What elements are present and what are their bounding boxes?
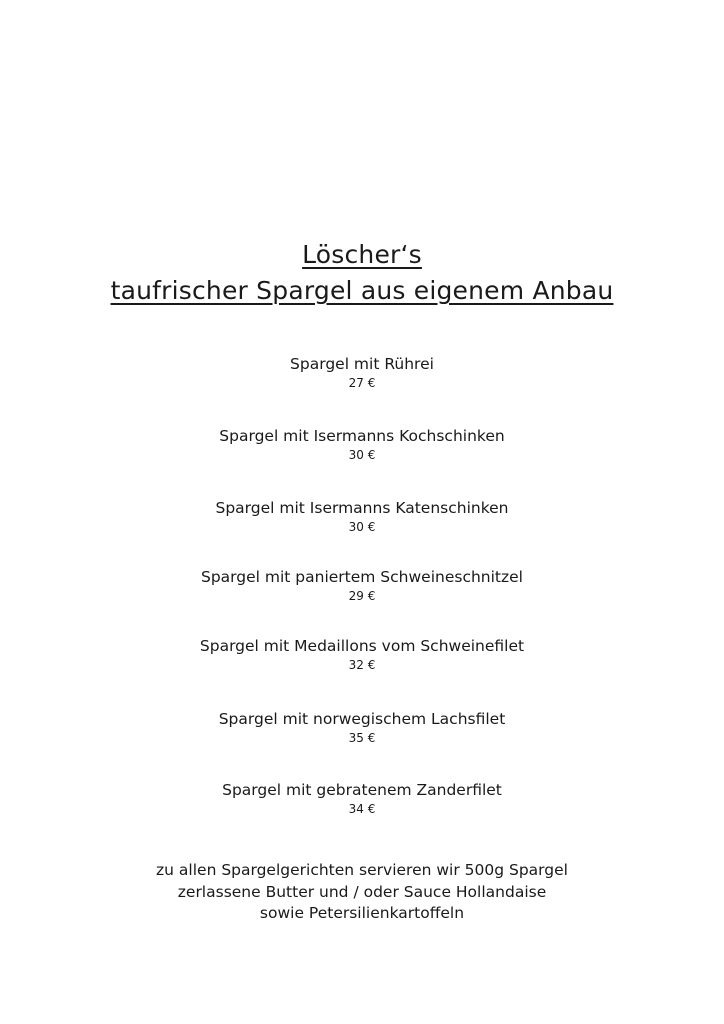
menu-subtitle (0, 276, 724, 306)
dish-item (0, 354, 724, 391)
menu-title (0, 240, 724, 270)
dish-item (0, 498, 724, 535)
dish-item (0, 636, 724, 673)
menu-title-text: Löscher‘s (302, 240, 422, 269)
dish-price: 34 € (348, 802, 376, 816)
note-line: sowie Petersilienkartoffeln (259, 904, 465, 922)
dish-name: Spargel mit paniertem Schweineschnitzel (201, 568, 523, 586)
dish-price: 30 € (348, 448, 376, 462)
side-dishes-note (0, 860, 724, 925)
note-line: zu allen Spargelgerichten servieren wir 500g Spargel (156, 861, 568, 879)
dish-item (0, 780, 724, 817)
dish-item (0, 709, 724, 746)
dish-price: 27 € (348, 376, 376, 390)
menu-subtitle-text: taufrischer Spargel aus eigenem Anbau (110, 276, 614, 305)
dish-name: Spargel mit gebratenem Zanderfilet (222, 781, 502, 799)
dish-name: Spargel mit Isermanns Katenschinken (215, 499, 509, 517)
dish-price: 29 € (348, 589, 376, 603)
dish-price: 32 € (348, 658, 376, 672)
dish-price: 30 € (348, 520, 376, 534)
dish-name: Spargel mit Rührei (290, 355, 434, 373)
dish-name: Spargel mit Isermanns Kochschinken (219, 427, 505, 445)
dish-price: 35 € (348, 731, 376, 745)
dish-item (0, 426, 724, 463)
dish-item (0, 567, 724, 604)
dish-name: Spargel mit Medaillons vom Schweinefilet (199, 637, 525, 655)
dish-name: Spargel mit norwegischem Lachsfilet (218, 710, 506, 728)
note-line: zerlassene Butter und / oder Sauce Hollandaise (177, 882, 547, 901)
